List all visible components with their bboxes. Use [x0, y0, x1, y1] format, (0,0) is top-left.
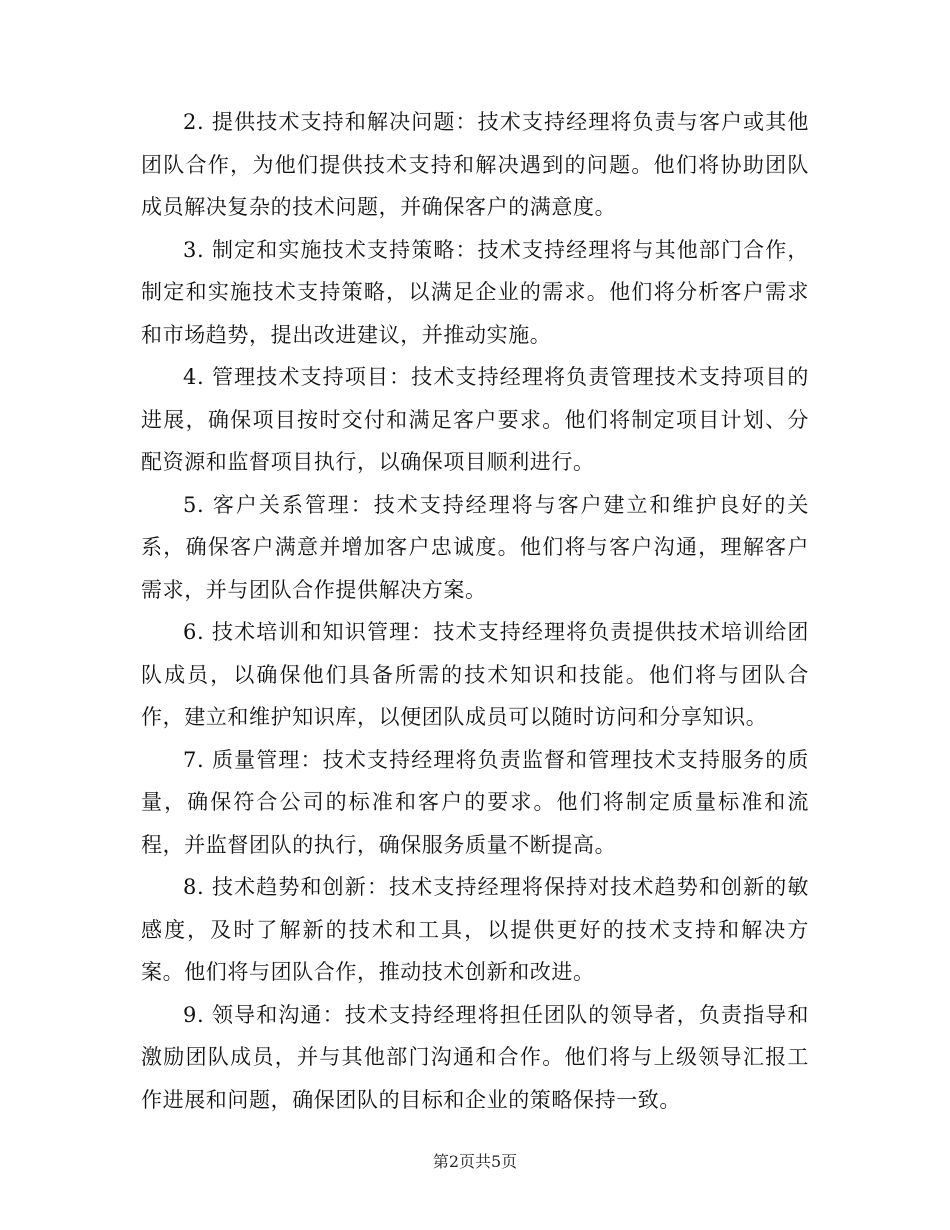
paragraph-item-6: 6. 技术培训和知识管理：技术支持经理将负责提供技术培训给团队成员，以确保他们具备所需的技术知识和技能。他们将与团队合作，建立和维护知识库，以便团队成员可以随时访问和分享知识。: [141, 620, 809, 729]
paragraph-item-3: 3. 制定和实施技术支持策略：技术支持经理将与其他部门合作，制定和实施技术支持策略，以满足企业的需求。他们将分析客户需求和市场趋势，提出改进建议，并推动实施。: [141, 237, 809, 347]
paragraph-item-9: 9. 领导和沟通：技术支持经理将担任团队的领导者，负责指导和激励团队成员，并与其他部门沟通和合作。他们将与上级领导汇报工作进展和问题，确保团队的目标和企业的策略保持一致。: [141, 1002, 809, 1112]
paragraph-item-5: 5. 客户关系管理：技术支持经理将与客户建立和维护良好的关系，确保客户满意并增加客户忠诚度。他们将与客户沟通，理解客户需求，并与团队合作提供解决方案。: [141, 492, 809, 602]
paragraph-item-4: 4. 管理技术支持项目：技术支持经理将负责管理技术支持项目的进展，确保项目按时交付和满足客户要求。他们将制定项目计划、分配资源和监督项目执行，以确保项目顺利进行。: [141, 365, 809, 474]
page-footer: 第2页共5页: [432, 1152, 518, 1171]
paragraph-item-7: 7. 质量管理：技术支持经理将负责监督和管理技术支持服务的质量，确保符合公司的标准和客户的要求。他们将制定质量标准和流程，并监督团队的执行，确保服务质量不断提高。: [141, 747, 809, 857]
document-body: [141, 101, 809, 1121]
paragraph-item-2: 2. 提供技术支持和解决问题：技术支持经理将负责与客户或其他团队合作，为他们提供技术支持和解决遇到的问题。他们将协助团队成员解决复杂的技术问题，并确保客户的满意度。: [141, 110, 809, 219]
paragraph-item-8: 8. 技术趋势和创新：技术支持经理将保持对技术趋势和创新的敏感度，及时了解新的技术和工具，以提供更好的技术支持和解决方案。他们将与团队合作，推动技术创新和改进。: [141, 875, 809, 984]
